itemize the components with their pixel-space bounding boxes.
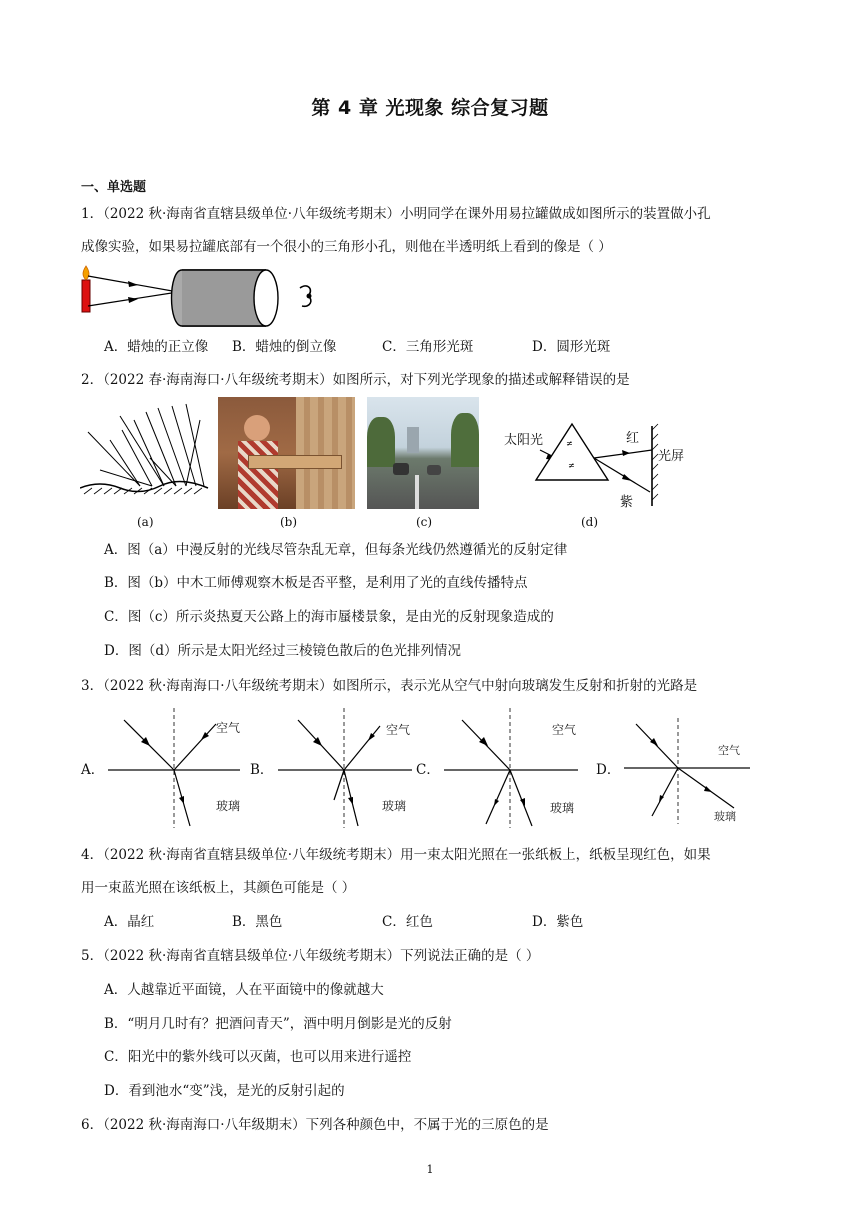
svg-text:≠: ≠ [568,461,575,470]
q3-letter-d: D． [596,762,621,778]
svg-text:玻璃: 玻璃 [550,801,575,815]
svg-text:红: 红 [626,431,640,446]
q5-option-c: C．阳光中的紫外线可以灭菌，也可以用来进行遥控 [104,1049,412,1065]
q2-option-d: D．图（d）所示是太阳光经过三棱镜色散后的色光排列情况 [104,643,461,659]
q4-option-d: D．紫色 [532,914,584,930]
q2-option-b: B．图（b）中木工师傅观察木板是否平整，是利用了光的直线传播特点 [104,575,528,591]
q3-letter-c: C． [416,762,440,778]
prism [536,424,608,480]
svg-text:玻璃: 玻璃 [382,799,407,813]
svg-text:玻璃: 玻璃 [714,810,736,823]
svg-text:紫: 紫 [620,495,634,510]
q5-option-d: D．看到池水“变”浅，是光的反射引起的 [104,1083,345,1099]
figure-d-prism [500,420,690,512]
q3-letter-b: B． [250,762,274,778]
svg-text:空气: 空气 [386,723,411,737]
q3-diagram-c [442,706,582,830]
fig-label-b: (b) [280,515,298,529]
q2-option-c: C．图（c）所示炎热夏天公路上的海市蜃楼景象，是由光的反射现象造成的 [104,609,554,625]
fig-label-c: (c) [416,515,433,529]
q5-line1: 5．（2022 秋·海南省直辖县级单位·八年级统考期末）下列说法正确的是（ ） [81,948,540,964]
q2-option-a: A．图（a）中漫反射的光线尽管杂乱无章，但每条光线仍然遵循光的反射定律 [104,542,568,558]
svg-text:≠: ≠ [566,439,573,448]
svg-text:玻璃: 玻璃 [216,799,241,813]
q3-diagram-a [104,706,244,830]
pinhole-camera-figure [78,262,338,334]
svg-text:空气: 空气 [718,744,740,757]
section-heading: 一、单选题 [81,180,147,195]
q3-line1: 3．（2022 秋·海南海口·八年级统考期末）如图所示，表示光从空气中射向玻璃发生反射和折射的光路是 [81,678,698,694]
q1-option-d: D．圆形光斑 [532,339,611,355]
q5-option-b: B．“明月几时有？把酒问青天”，酒中明月倒影是光的反射 [104,1016,452,1032]
q5-option-a: A．人越靠近平面镜，人在平面镜中的像就越大 [104,982,384,998]
q6-line1: 6．（2022 秋·海南海口·八年级期末）下列各种颜色中，不属于光的三原色的是 [81,1117,549,1133]
q4-line1: 4．（2022 秋·海南省直辖县级单位·八年级统考期末）用一束太阳光照在一张纸板上，纸板呈现红色，如果 [81,847,711,863]
figure-c-mirage-photo [367,397,479,509]
q1-option-a: A．蜡烛的正立像 [104,339,209,355]
figure-a-diffuse-reflection [80,400,210,512]
q3-diagram-d [622,716,752,826]
svg-text:光屏: 光屏 [658,449,685,464]
candle [82,280,90,312]
q4-option-b: B．黑色 [232,914,283,930]
q1-option-c: C．三角形光斑 [382,339,474,355]
page-number: 1 [426,1163,434,1176]
page-title: 第 4 章 光现象 综合复习题 [311,97,549,119]
figure-b-carpenter-photo [218,397,355,509]
q4-option-c: C．红色 [382,914,433,930]
q4-option-a: A．晶红 [104,914,155,930]
q4-line2: 用一束蓝光照在该纸板上，其颜色可能是（ ） [81,880,356,896]
fig-label-d: (d) [581,515,599,529]
q3-diagram-b [276,706,416,830]
svg-text:太阳光: 太阳光 [504,433,544,448]
svg-text:空气: 空气 [216,721,241,735]
q2-line1: 2．（2022 春·海南海口·八年级统考期末）如图所示，对下列光学现象的描述或解释错误的是 [81,372,630,388]
q3-letter-a: A． [81,762,105,778]
candle-flame [83,266,89,280]
svg-text:空气: 空气 [552,723,577,737]
fig-label-a: (a) [137,515,154,529]
q1-option-b: B．蜡烛的倒立像 [232,339,337,355]
q1-line1: 1．（2022 秋·海南省直辖县级单位·八年级统考期末）小明同学在课外用易拉罐做成如图所示的装置做小孔 [81,206,711,222]
q1-line2: 成像实验，如果易拉罐底部有一个很小的三角形小孔，则他在半透明纸上看到的像是（ ） [81,239,612,255]
